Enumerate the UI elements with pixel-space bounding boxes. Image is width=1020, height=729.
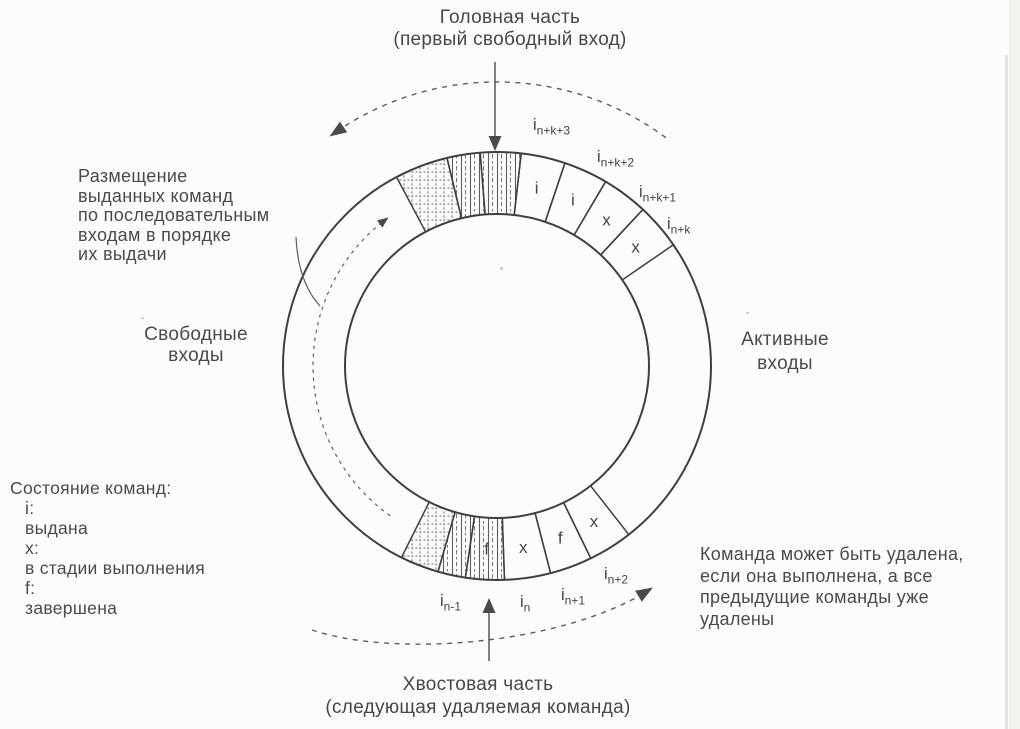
entry-index-label: $i_{n+2}$ bbox=[604, 565, 629, 587]
placement-arc-arrowhead-icon bbox=[377, 217, 389, 227]
scan-speck bbox=[141, 317, 144, 319]
segment-state-letter: x bbox=[602, 210, 611, 230]
placement-note-line: выданных команд bbox=[78, 185, 234, 206]
removal-note-line: предыдущие команды уже bbox=[700, 587, 929, 607]
entry-index-label: $i_{n-1}$ bbox=[440, 592, 462, 614]
entry-index-label: $i_{n+1}$ bbox=[561, 586, 586, 608]
segment-boundary bbox=[535, 513, 551, 573]
scan-speck bbox=[500, 267, 503, 270]
segment-boundary bbox=[574, 182, 606, 235]
entry-index-label: $i_{n+k+2}$ bbox=[597, 148, 635, 170]
removal-note-line: удалены bbox=[700, 608, 775, 629]
placement-note-line: по последовательным bbox=[78, 205, 270, 225]
tail-title: Хвостовая часть bbox=[402, 674, 554, 695]
segment-state-letter: x bbox=[519, 538, 528, 558]
entry-index-label: $i_n$ bbox=[520, 593, 531, 615]
free-entries-line: Свободные bbox=[144, 324, 248, 345]
segment-boundary bbox=[622, 245, 673, 280]
removal-note bbox=[700, 544, 964, 630]
free-entries-label bbox=[116, 324, 276, 366]
entry-index-label: $i_{n+k+3}$ bbox=[533, 116, 571, 138]
active-entries-label bbox=[700, 328, 870, 376]
ring-outer-circle bbox=[283, 152, 711, 580]
segment-state-letter: i bbox=[534, 178, 539, 198]
placement-arc bbox=[313, 221, 390, 516]
head-pointer-arrowhead-icon bbox=[489, 136, 502, 151]
tail-pointer-arrowhead-icon bbox=[483, 598, 496, 613]
placement-note-line: их выдачи bbox=[78, 244, 167, 264]
segment-state-letter: f bbox=[557, 528, 563, 548]
active-entries-line: входы bbox=[757, 353, 813, 374]
legend-item bbox=[10, 578, 205, 618]
tail-subtitle: (следующая удаляемая команда) bbox=[325, 697, 631, 718]
ccw-top-arc-arrowhead-icon bbox=[330, 122, 348, 137]
legend-meaning: завершена bbox=[25, 598, 118, 618]
scan-edge-shadow bbox=[1009, 0, 1020, 729]
legend-meaning: в стадии выполнения bbox=[25, 558, 206, 578]
legend-item bbox=[10, 538, 205, 578]
scan-speck bbox=[746, 312, 749, 314]
legend-symbol: f: bbox=[25, 578, 36, 598]
free-entries-line: входы bbox=[168, 345, 224, 366]
ccw-top-arc bbox=[336, 82, 666, 138]
segment-boundary bbox=[564, 503, 591, 559]
ccw-bottom-arc bbox=[312, 592, 646, 644]
legend-meaning: выдана bbox=[25, 518, 89, 538]
segment-state-letter: x bbox=[631, 237, 640, 257]
segment-state-letter: f bbox=[484, 539, 489, 559]
ccw-bottom-arc-arrowhead-icon bbox=[635, 588, 653, 602]
entry-index-label: $i_{n+k}$ bbox=[667, 215, 691, 237]
leader-line bbox=[296, 237, 320, 306]
head-label bbox=[310, 7, 710, 51]
head-title: Головная часть bbox=[439, 7, 581, 28]
placement-note-line: Размещение bbox=[78, 166, 188, 186]
segment-state-letter: i bbox=[571, 190, 575, 210]
segment-state-letter: x bbox=[589, 512, 599, 532]
placement-note-line: входам в порядке bbox=[78, 224, 232, 245]
active-entries-line: Активные bbox=[741, 329, 829, 350]
legend-symbol: x: bbox=[25, 538, 40, 558]
states-legend bbox=[10, 478, 205, 618]
tail-label bbox=[248, 673, 708, 719]
entry-index-label: $i_{n+k+1}$ bbox=[639, 183, 677, 205]
legend-item bbox=[10, 498, 205, 538]
head-subtitle: (первый свободный вход) bbox=[393, 29, 627, 50]
segment-boundary bbox=[545, 163, 565, 222]
legend-symbol: i: bbox=[25, 498, 35, 518]
removal-note-line: Команда может быть удалена, bbox=[700, 544, 964, 564]
scan-edge-line bbox=[1005, 55, 1008, 729]
placement-note bbox=[78, 167, 269, 265]
removal-note-line: если она выполнена, а все bbox=[700, 565, 933, 586]
states-legend-title: Состояние команд: bbox=[10, 478, 172, 498]
ring-inner-circle bbox=[345, 214, 649, 518]
